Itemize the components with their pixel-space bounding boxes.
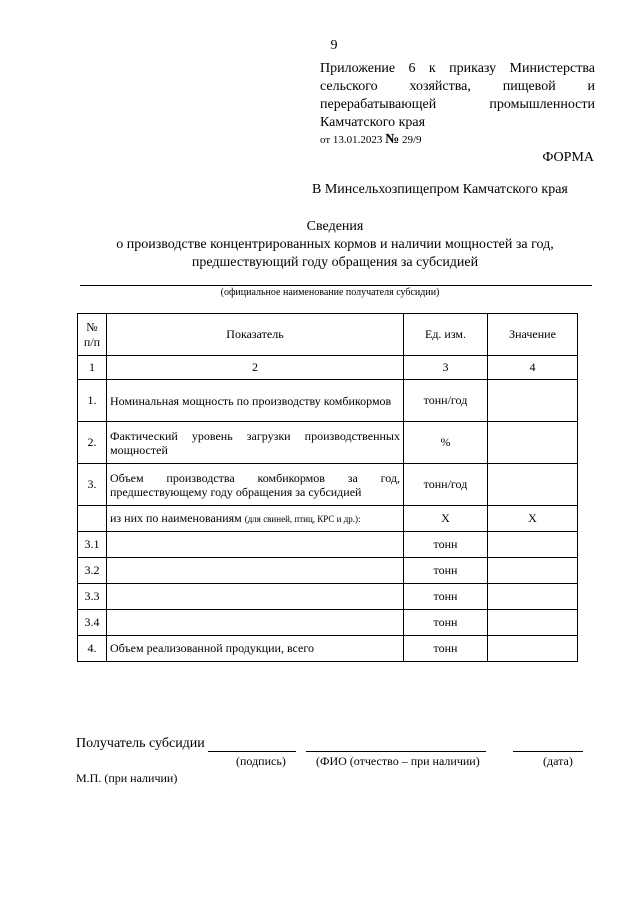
- row-indicator[interactable]: [107, 610, 404, 636]
- numbering-row: [78, 356, 578, 380]
- row-indicator-note: (для свиней, птиц, КРС и др.):: [244, 514, 361, 524]
- appendix-date: [320, 132, 422, 148]
- date-caption: (дата): [543, 754, 573, 768]
- row-unit: тонн: [404, 584, 488, 610]
- row-indicator[interactable]: [107, 532, 404, 558]
- value-cell[interactable]: [488, 380, 578, 422]
- numbering-cell: 3: [404, 356, 488, 380]
- value-cell[interactable]: [488, 636, 578, 662]
- full-name-caption: (ФИО (отчество – при наличии): [316, 754, 480, 768]
- row-unit: %: [404, 422, 488, 464]
- value-cell[interactable]: [488, 464, 578, 506]
- order-number: 29/9: [402, 134, 422, 146]
- recipient-name-field[interactable]: [80, 285, 592, 286]
- row-number: 3.: [78, 464, 107, 506]
- signature-line: [76, 736, 583, 752]
- number-sign: №: [385, 132, 400, 147]
- table-header-row: [78, 314, 578, 356]
- order-date: от 13.01.2023: [320, 134, 383, 146]
- recipient-label: Получатель субсидии: [76, 736, 205, 751]
- header-cell: Значение: [488, 314, 578, 356]
- header-cell: № п/п: [78, 314, 107, 356]
- recipient-caption: (официальное наименование получателя субсидии): [220, 287, 440, 298]
- appendix-header: [320, 60, 595, 132]
- data-table: [77, 313, 578, 662]
- appendix-line: Камчатского края: [320, 115, 426, 130]
- row-number: [78, 506, 107, 532]
- full-name-field[interactable]: [306, 737, 486, 752]
- row-number: 2.: [78, 422, 107, 464]
- numbering-cell: 1: [78, 356, 107, 380]
- row-indicator[interactable]: [107, 584, 404, 610]
- value-cell[interactable]: [488, 610, 578, 636]
- row-number: 1.: [78, 380, 107, 422]
- appendix-line: Приложение 6 к приказу Министерства: [320, 61, 595, 76]
- row-number: 4.: [78, 636, 107, 662]
- signature-field[interactable]: [208, 737, 296, 752]
- row-unit: тонн: [404, 610, 488, 636]
- table-row: [78, 636, 578, 662]
- row-indicator: [107, 506, 404, 532]
- table-row: [78, 558, 578, 584]
- table-row: [78, 532, 578, 558]
- addressee: В Минсельхозпищепром Камчатского края: [312, 182, 568, 197]
- table-row: [78, 464, 578, 506]
- date-field[interactable]: [513, 737, 583, 752]
- row-indicator: Объем производства комбикормов за год, предшествующему году обращения за субсидией: [107, 464, 404, 506]
- numbering-cell: 2: [107, 356, 404, 380]
- table-row: [78, 610, 578, 636]
- document-title: [40, 218, 630, 272]
- row-unit: тонн: [404, 636, 488, 662]
- appendix-line: сельского хозяйства, пищевой и: [320, 79, 595, 94]
- title-line: о производстве концентрированных кормов и наличии мощностей за год,: [116, 237, 554, 252]
- row-unit: тонн: [404, 532, 488, 558]
- row-indicator: Фактический уровень загрузки производственных мощностей: [107, 422, 404, 464]
- row-indicator: Объем реализованной продукции, всего: [107, 636, 404, 662]
- row-indicator[interactable]: [107, 558, 404, 584]
- row-unit: тонн/год: [404, 380, 488, 422]
- title-line: предшествующий году обращения за субсидией: [191, 255, 479, 270]
- table-row: [78, 422, 578, 464]
- row-number: 3.4: [78, 610, 107, 636]
- stamp-place: М.П. (при наличии): [76, 771, 178, 785]
- row-number: 3.1: [78, 532, 107, 558]
- form-label: ФОРМА: [542, 150, 594, 165]
- appendix-line: перерабатывающей промышленности: [320, 97, 595, 112]
- row-unit: тонн: [404, 558, 488, 584]
- row-indicator: Номинальная мощность по производству комбикормов: [107, 380, 404, 422]
- table-row: [78, 506, 578, 532]
- value-cell[interactable]: [488, 558, 578, 584]
- header-cell: Ед. изм.: [404, 314, 488, 356]
- signature-caption: (подпись): [236, 754, 286, 768]
- table-row: [78, 380, 578, 422]
- row-unit: Х: [404, 506, 488, 532]
- value-cell: Х: [488, 506, 578, 532]
- value-cell[interactable]: [488, 584, 578, 610]
- numbering-cell: 4: [488, 356, 578, 380]
- value-cell[interactable]: [488, 532, 578, 558]
- value-cell[interactable]: [488, 422, 578, 464]
- row-unit: тонн/год: [404, 464, 488, 506]
- table-row: [78, 584, 578, 610]
- title-line: Сведения: [306, 219, 364, 234]
- row-indicator-text: из них по наименованиям: [110, 511, 242, 525]
- header-cell: Показатель: [107, 314, 404, 356]
- page-number: 9: [330, 38, 338, 53]
- row-number: 3.2: [78, 558, 107, 584]
- row-number: 3.3: [78, 584, 107, 610]
